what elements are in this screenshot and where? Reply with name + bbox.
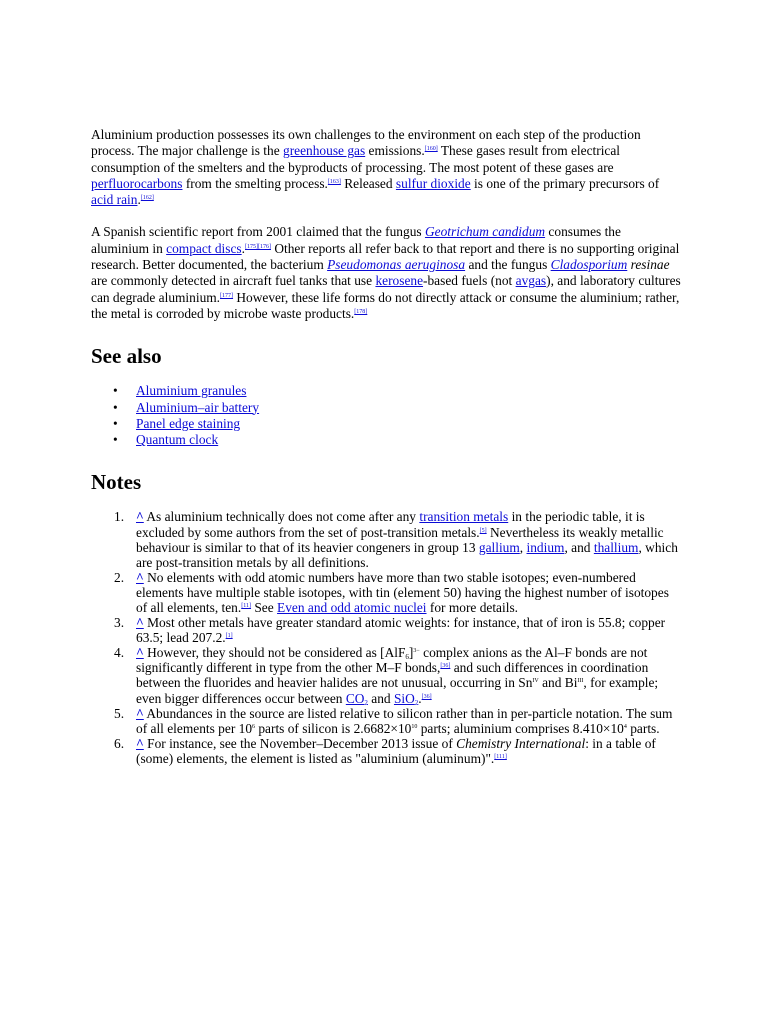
ref-1[interactable]: [1]	[225, 633, 233, 640]
link-quantum-clock[interactable]: Quantum clock	[136, 432, 219, 448]
link-kerosene[interactable]: kerosene	[375, 273, 424, 289]
note-item: 4. ^ However, they should not be considered as $[AlF_6]^{3-}$ complex anions as the Al–F bonds are not significantly different in type from the other M–F bonds,[36] and such differences in coordination between the fluorides and heavier halides are not unusual, occurring in $Sn^{IV}$ and $Bi^{III}$, for example; even bigger differences occur between $CO_2$ and SiO$_2$.[36]	[114, 645, 659, 707]
heading-notes: Notes	[91, 470, 142, 495]
link-cladosporium[interactable]: Cladosporium	[550, 257, 628, 273]
link-gallium[interactable]: gallium	[478, 539, 520, 555]
ref-11[interactable]: [11]	[241, 603, 252, 610]
link-aluminium-granules[interactable]: Aluminium granules	[136, 383, 247, 399]
note-item: 3. ^ Most other metals have greater standard atomic weights: for instance, that of iron is 55.8; copper 63.5; lead 207.2.[1]	[114, 615, 666, 646]
ref-162[interactable]: [162]	[140, 195, 154, 202]
link-thallium[interactable]: thallium	[593, 539, 639, 555]
paragraph-microbes: A Spanish scientific report from 2001 claimed that the fungus Geotrichum candidum consumes the aluminium in compact discs.[175][176] Other reports all refer back to that report and there is no supporting original research. Better documented, the bacterium Pseudomonas aeruginosa and the fungus Cladosporium resinae are commonly detected in aircraft fuel tanks that use kerosene-based fuels (not avgas), and laboratory cultures can degrade aluminium.[177] However, these life forms do not directly attack or consume the aluminium; rather, the metal is corroded by microbe waste products.[178]	[91, 224, 681, 321]
ref-178[interactable]: [178]	[354, 308, 368, 315]
link-indium[interactable]: indium	[526, 539, 565, 555]
link-geotrichum-candidum[interactable]: Geotrichum candidum	[424, 224, 546, 240]
ref-175-176[interactable]: [175][176]	[245, 243, 271, 250]
bullet-icon: •	[113, 399, 118, 415]
backlink-caret[interactable]: ^	[136, 645, 144, 661]
ref-36[interactable]: [36]	[421, 693, 432, 700]
note-item: 2. ^ No elements with odd atomic numbers have more than two stable isotopes; even-numbered elements have multiple stable isotopes, with tin (element 50) having the highest number of isotopes of all elements, ten.[11] See Even and odd atomic nuclei for more details.	[114, 569, 669, 616]
backlink-caret[interactable]: ^	[136, 735, 144, 751]
backlink-caret[interactable]: ^	[136, 509, 144, 525]
link-greenhouse-gas[interactable]: greenhouse gas	[283, 143, 366, 159]
note-item: 6. ^ For instance, see the November–December 2013 issue of Chemistry International: in a table of (some) elements, the element is listed as "aluminium (aluminum)".[111]	[114, 735, 656, 766]
note-item: 5. ^ Abundances in the source are listed relative to silicon rather than in per-particle notation. The sum of all elements per $10^6$ parts of silicon is $2.6682\times 10^{10}$ parts; aluminium comprises $8.410\times 10^4$ parts.	[114, 705, 673, 736]
backlink-caret[interactable]: ^	[136, 569, 144, 585]
bullet-icon: •	[113, 415, 118, 431]
link-perfluorocarbons[interactable]: perfluorocarbons	[91, 175, 183, 191]
article-page	[91, 127, 681, 766]
heading-see-also: See also	[91, 344, 162, 369]
ref-5[interactable]: [5]	[479, 527, 487, 534]
ref-177[interactable]: [177]	[220, 292, 234, 299]
link-pseudomonas-aeruginosa[interactable]: Pseudomonas aeruginosa	[327, 257, 466, 273]
note-item: 1. ^ As aluminium technically does not come after any transition metals in the periodic table, it is excluded by some authors from the set of post-transition metals.[5] Nevertheless its weakly metallic behaviour is similar to that of its heavier congeners in group 13 gallium, indium, and thallium, which are post-transition metals by all definitions.	[114, 509, 678, 570]
list-item	[91, 416, 681, 432]
bullet-icon: •	[113, 432, 118, 448]
link-aluminium-air-battery[interactable]: Aluminium–air battery	[136, 399, 260, 415]
ref-160[interactable]: [160]	[424, 146, 438, 153]
backlink-caret[interactable]: ^	[136, 615, 144, 631]
list-item	[91, 400, 681, 416]
list-item	[91, 432, 681, 448]
link-even-odd-nuclei[interactable]: Even and odd atomic nuclei	[277, 600, 427, 616]
backlink-caret[interactable]: ^	[136, 705, 144, 721]
link-avgas[interactable]: avgas	[515, 273, 547, 289]
link-compact-discs[interactable]: compact discs	[166, 240, 242, 256]
link-panel-edge-staining[interactable]: Panel edge staining	[136, 415, 241, 431]
link-acid-rain[interactable]: acid rain	[91, 192, 138, 208]
ref-111[interactable]: [111]	[494, 753, 507, 760]
link-sio2[interactable]: SiO$_2$	[393, 690, 419, 707]
link-co2[interactable]: $CO_2$	[345, 690, 368, 707]
link-transition-metals[interactable]: transition metals	[419, 509, 509, 525]
bullet-icon: •	[113, 383, 118, 399]
list-item	[91, 383, 681, 399]
paragraph-environment: Aluminium production possesses its own challenges to the environment on each step of the production process. The major challenge is the greenhouse gas emissions.[160] These gases result from electrical consumption of the smelters and the byproducts of processing. The most potent of these gases are perfluorocarbons from the smelting process.[163] Released sulfur dioxide is one of the primary precursors of acid rain.[162]	[91, 127, 660, 208]
notes-list	[91, 509, 681, 766]
ref-163[interactable]: [163]	[327, 178, 341, 185]
see-also-list	[91, 383, 681, 448]
link-sulfur-dioxide[interactable]: sulfur dioxide	[395, 175, 471, 191]
ref-36[interactable]: [36]	[440, 663, 451, 670]
